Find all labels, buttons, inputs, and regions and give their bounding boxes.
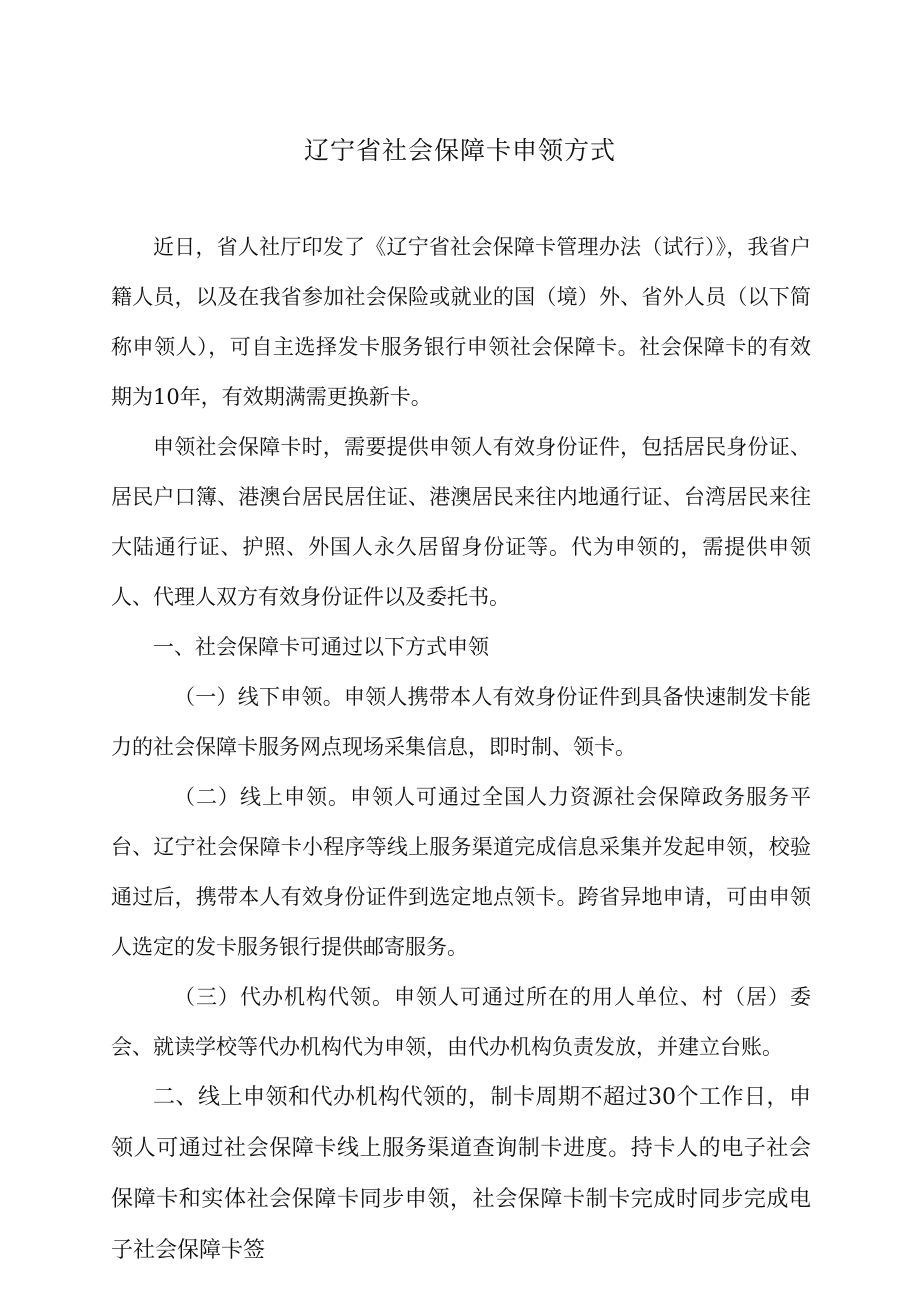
section-heading-2: 二、线上申领和代办机构代领的，制卡周期不超过30个工作日，申领人可通过社会保障卡线上服务渠道查询制卡进度。持卡人的电子社会保障卡和实体社会保障卡同步申领，社会保障卡制卡完成时同步完成电子社会保障卡签 [111,1085,811,1263]
paragraph-offline-application: （一）线下申领。申领人携带本人有效身份证件到具备快速制发卡能力的社会保障卡服务网点现场采集信息，即时制、领卡。 [111,685,811,759]
paragraph-online-application: （二）线上申领。申领人可通过全国人力资源社会保障政务服务平台、辽宁社会保障卡小程序等线上服务渠道完成信息采集并发起申领，校验通过后，携带本人有效身份证件到选定地点领卡。跨省异地申请，可由申领人选定的发卡服务银行提供邮寄服务。 [111,785,811,959]
page-title: 辽宁省社会保障卡申领方式 [303,136,616,165]
section-heading-1: 一、社会保障卡可通过以下方式申领 [153,635,489,659]
document-body [111,222,811,1276]
paragraph-id-documents: 申领社会保障卡时，需要提供申领人有效身份证件，包括居民身份证、居民户口簿、港澳台居民居住证、港澳居民来往内地通行证、台湾居民来往大陆通行证、护照、外国人永久居留身份证等。代为申领的，需提供申领人、代理人双方有效身份证件以及委托书。 [111,435,811,609]
paragraph-intro: 近日，省人社厅印发了《辽宁省社会保障卡管理办法（试行）》，我省户籍人员，以及在我省参加社会保险或就业的国（境）外、省外人员（以下简称申领人），可自主选择发卡服务银行申领社会保障卡。社会保障卡的有效期为10年，有效期满需更换新卡。 [111,235,811,409]
paragraph-agency-application: （三）代办机构代领。申领人可通过所在的用人单位、村（居）委会、就读学校等代办机构代为申领，由代办机构负责发放，并建立台账。 [111,985,811,1059]
